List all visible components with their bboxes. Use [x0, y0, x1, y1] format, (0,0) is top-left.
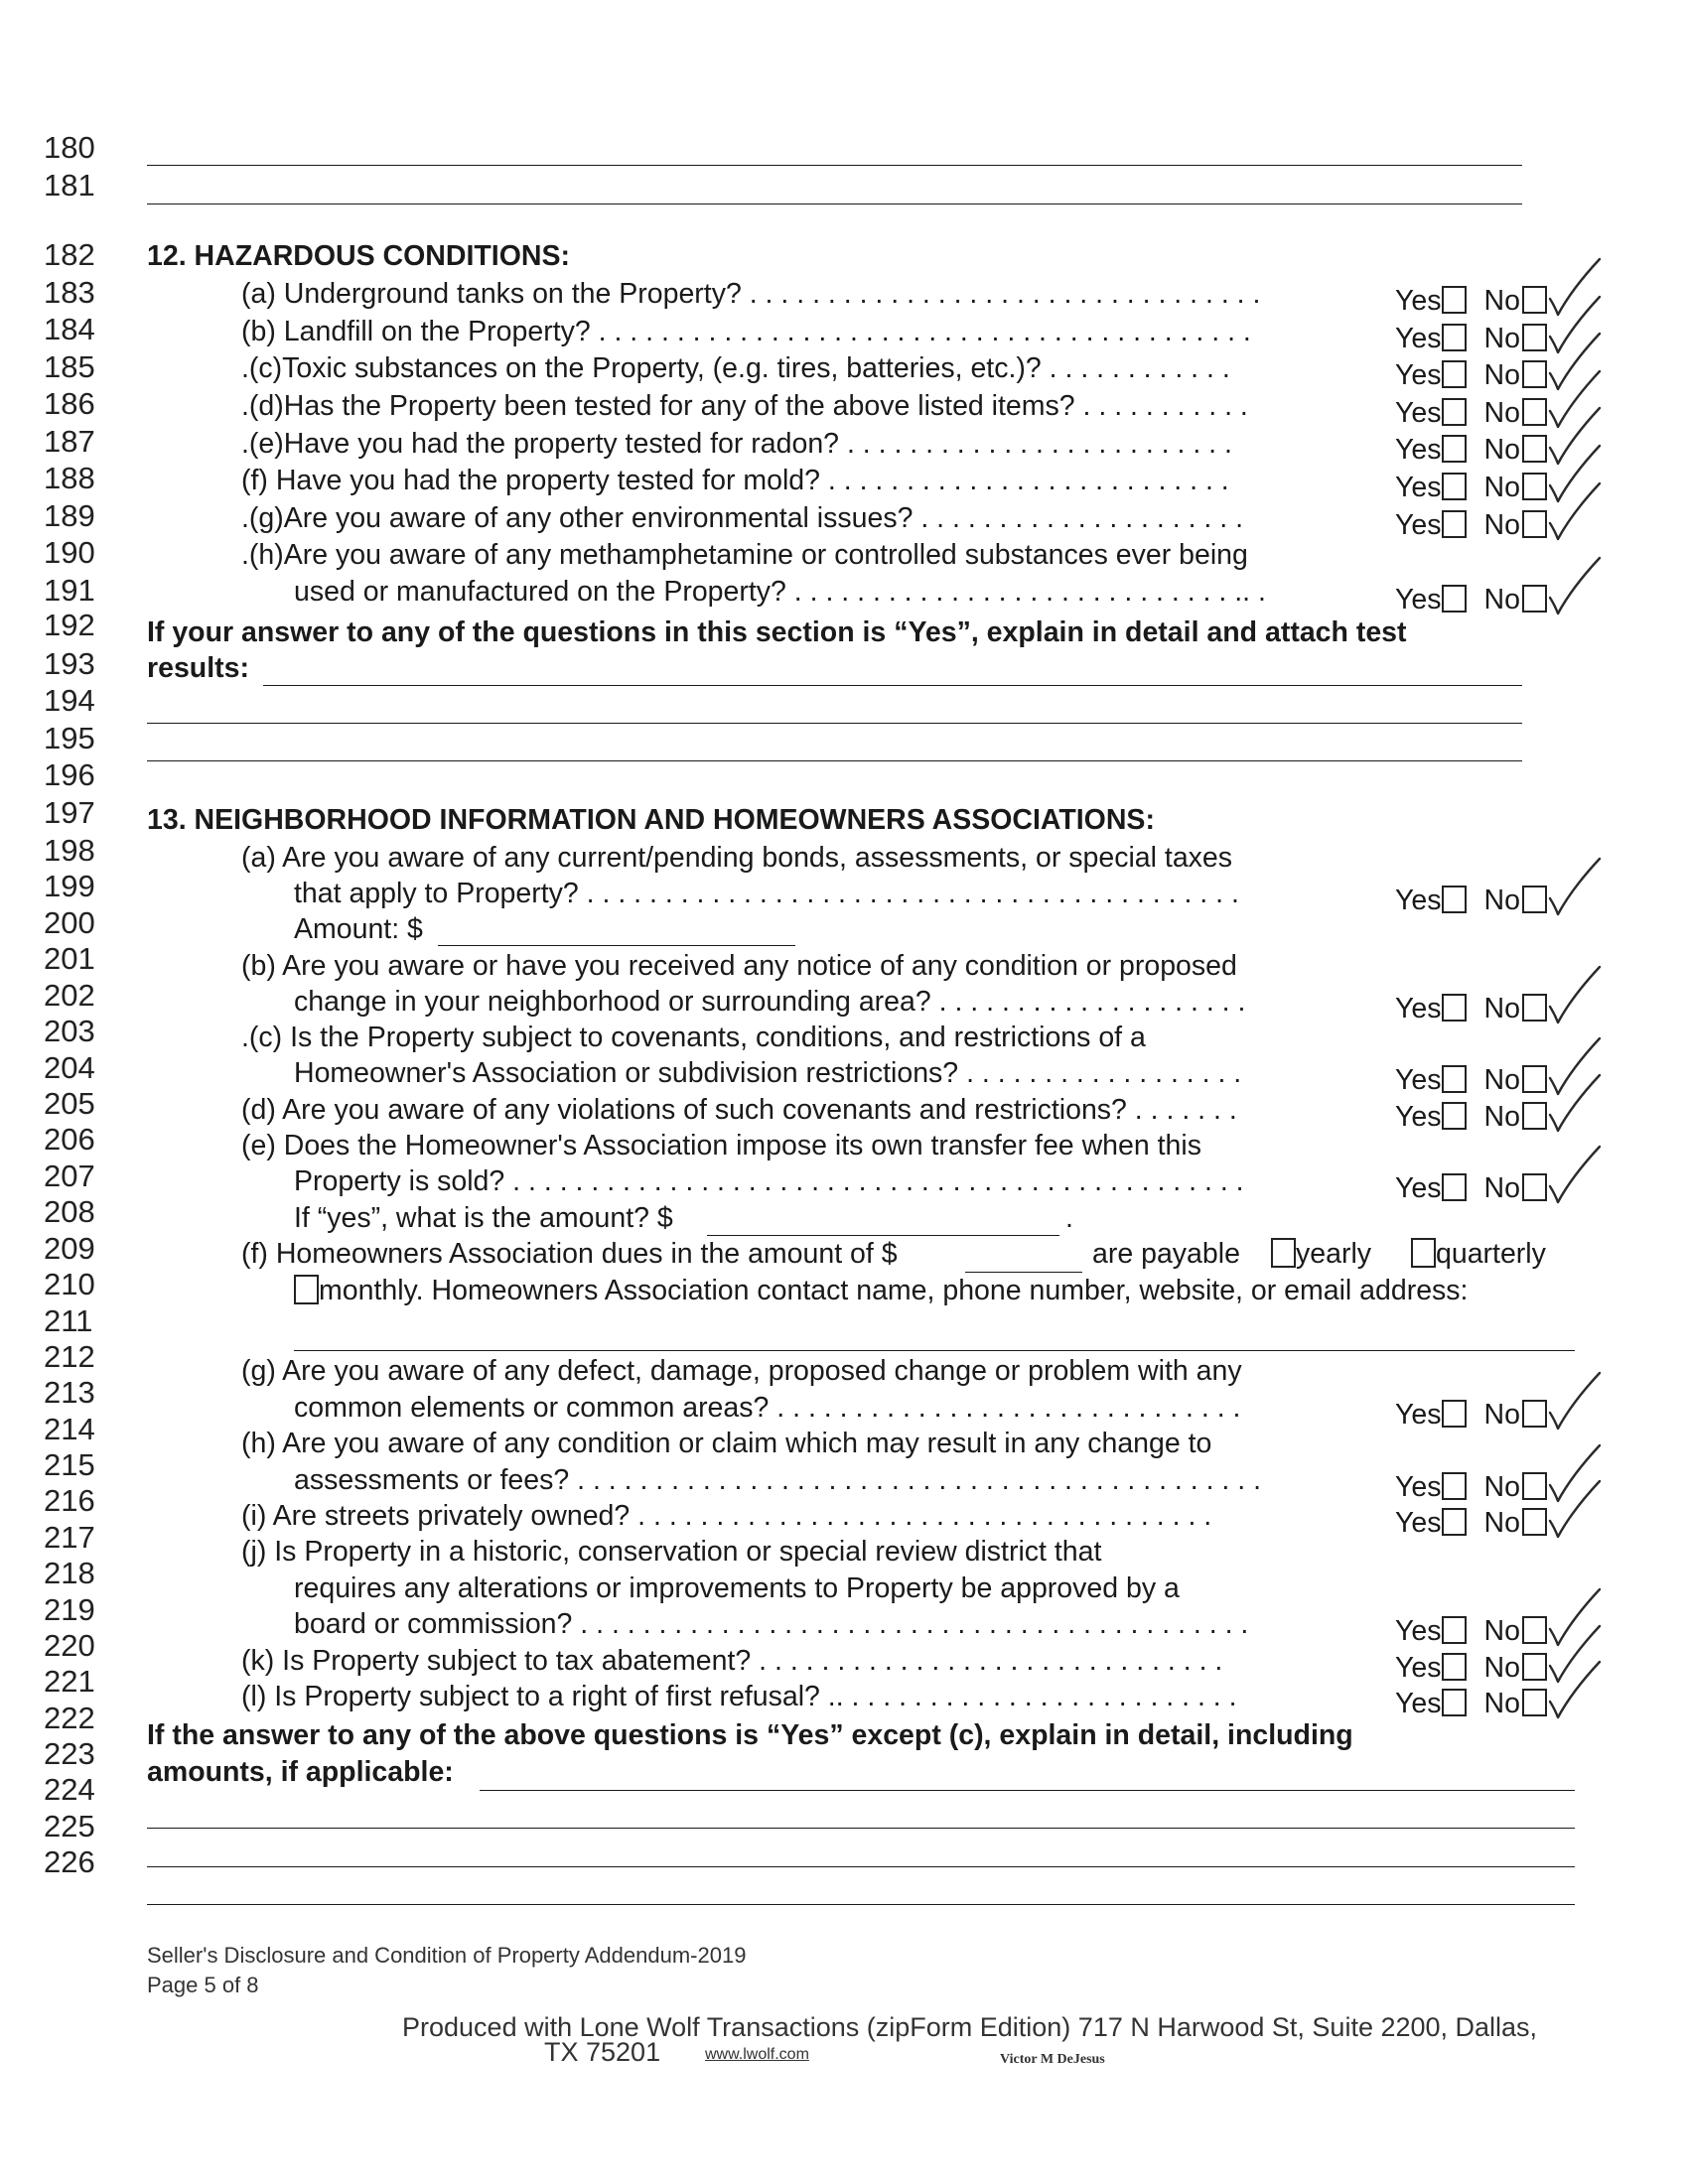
- lone-wolf-website-link[interactable]: www.lwolf.com: [705, 2046, 809, 2063]
- yes-checkbox[interactable]: [1442, 473, 1467, 500]
- question-13k: (k) Is Property subject to tax abatement? . . . . . . . . . . . . . . . . . . . . . . . . . . . . . .: [241, 1645, 1223, 1677]
- line-number: 205: [44, 1086, 95, 1121]
- question-13i: (i) Are streets privately owned? . . . . . . . . . . . . . . . . . . . . . . . . . . . . . . . . . . . . .: [241, 1500, 1212, 1532]
- line-number: 187: [44, 424, 95, 459]
- question-12g: [241, 500, 1243, 536]
- yes-label: Yes: [1395, 993, 1442, 1024]
- line-number: 210: [44, 1267, 95, 1301]
- question-13c: .(c) Is the Property subject to covenants, conditions, and restrictions of a: [241, 1022, 1146, 1053]
- line-number: 181: [44, 168, 95, 203]
- line-number: 217: [44, 1520, 95, 1555]
- question-13g-cont: common elements or common areas? . . . . . . . . . . . . . . . . . . . . . . . . . . . . . .: [294, 1392, 1241, 1424]
- no-label: No: [1483, 1652, 1520, 1684]
- yes-label: Yes: [1395, 1471, 1442, 1503]
- page-number: Page 5 of 8: [147, 1973, 259, 1997]
- question-12b: [241, 314, 1251, 349]
- yes-checkbox[interactable]: [1442, 398, 1467, 426]
- yes-checkbox[interactable]: [1442, 1102, 1467, 1130]
- yes-checkbox[interactable]: [1442, 1472, 1467, 1500]
- question-text: Toxic substances on the Property, (e.g. tires, batteries, etc.)? . . . . . . . . . . . .: [282, 352, 1230, 384]
- line-number: 223: [44, 1736, 95, 1771]
- answer-13d: [1395, 1099, 1547, 1135]
- line-number: 199: [44, 869, 95, 903]
- answer-13c: [1395, 1062, 1547, 1098]
- produced-with-line1: Produced with Lone Wolf Transactions (zipForm Edition) 717 N Harwood St, Suite 2200, Dallas,: [402, 2012, 1538, 2042]
- yes-checkbox[interactable]: [1442, 360, 1467, 388]
- question-letter: (a): [241, 278, 276, 310]
- line-number: 216: [44, 1483, 95, 1518]
- question-13b-cont: change in your neighborhood or surrounding area? . . . . . . . . . . . . . . . . . . . .: [294, 986, 1246, 1018]
- yes-checkbox[interactable]: [1442, 1065, 1467, 1093]
- question-13e-period: .: [1065, 1202, 1073, 1234]
- yes-label: Yes: [1395, 1101, 1442, 1133]
- answer-12a: [1395, 283, 1547, 319]
- answer-13j: [1395, 1613, 1547, 1649]
- no-label: No: [1483, 1101, 1520, 1133]
- question-13e-amount-label: If “yes”, what is the amount? $: [294, 1202, 673, 1234]
- line-number: 196: [44, 757, 95, 792]
- no-label: No: [1483, 1064, 1520, 1096]
- line-number: 192: [44, 608, 95, 642]
- answer-13e: [1395, 1170, 1547, 1206]
- handwritten-check-mark-icon: [1544, 957, 1623, 1036]
- answer-13k: [1395, 1650, 1547, 1686]
- line-number: 222: [44, 1701, 95, 1735]
- line-number: 206: [44, 1122, 95, 1157]
- line-number: 203: [44, 1014, 95, 1048]
- answer-13i: [1395, 1505, 1547, 1541]
- question-text: Are you aware of any other environmental issues? . . . . . . . . . . . . . . . . . . . . .: [283, 502, 1243, 534]
- section-12-explain-line-193[interactable]: [263, 685, 1522, 686]
- section-13-explain-line-223[interactable]: [480, 1790, 1575, 1791]
- no-label: No: [1483, 397, 1520, 429]
- question-13h: (h) Are you aware of any condition or claim which may result in any change to: [241, 1428, 1212, 1459]
- line-number: 219: [44, 1592, 95, 1627]
- line-number: 212: [44, 1339, 95, 1374]
- line-number: 213: [44, 1375, 95, 1410]
- handwritten-check-mark-icon: [1544, 1363, 1623, 1442]
- question-text: Landfill on the Property? . . . . . . . . . . . . . . . . . . . . . . . . . . . . . . . . . . . . . . . . . .: [283, 316, 1251, 347]
- line-number: 184: [44, 312, 95, 346]
- question-13j-cont: requires any alterations or improvements to Property be approved by a: [294, 1572, 1180, 1604]
- answer-13l: [1395, 1686, 1547, 1721]
- quarterly-label: quarterly: [1436, 1238, 1546, 1270]
- yes-label: Yes: [1395, 1652, 1442, 1684]
- section-12-explain-line-195[interactable]: [147, 760, 1522, 761]
- question-13a: (a) Are you aware of any current/pending bonds, assessments, or special taxes: [241, 842, 1233, 874]
- question-13j: (j) Is Property in a historic, conservation or special review district that: [241, 1536, 1102, 1568]
- question-text: Have you had the property tested for radon? . . . . . . . . . . . . . . . . . . . . . . . . .: [283, 428, 1232, 460]
- question-13l: (l) Is Property subject to a right of first refusal? .. . . . . . . . . . . . . . . . . . . . . . . . . .: [241, 1681, 1237, 1712]
- yes-label: Yes: [1395, 1688, 1442, 1719]
- handwritten-check-mark-icon: [1544, 1137, 1623, 1216]
- question-12c: [241, 350, 1230, 386]
- line-number: 204: [44, 1050, 95, 1085]
- question-13f: (f) Homeowners Association dues in the amount of $: [241, 1238, 898, 1270]
- yes-label: Yes: [1395, 359, 1442, 391]
- line-number: 200: [44, 905, 95, 940]
- yes-label: Yes: [1395, 1172, 1442, 1204]
- answer-13g: [1395, 1397, 1547, 1433]
- yes-checkbox[interactable]: [1442, 585, 1467, 613]
- no-label: No: [1483, 472, 1520, 503]
- no-label: No: [1483, 434, 1520, 466]
- answer-12c: [1395, 357, 1547, 393]
- question-13a-amount-label: Amount: $: [294, 913, 423, 945]
- no-label: No: [1483, 993, 1520, 1024]
- question-text: Underground tanks on the Property? . . . . . . . . . . . . . . . . . . . . . . . . . . . . . . . . .: [283, 278, 1261, 310]
- line-number: 207: [44, 1159, 95, 1193]
- blank-line-181[interactable]: [147, 204, 1522, 205]
- answer-13b: [1395, 991, 1547, 1026]
- yearly-label: yearly: [1296, 1238, 1372, 1270]
- question-letter: .(d): [241, 390, 284, 422]
- quarterly-checkbox[interactable]: [1411, 1238, 1436, 1268]
- yes-checkbox[interactable]: [1442, 886, 1467, 913]
- monthly-label: monthly. Homeowners Association contact name, phone number, website, or email address:: [319, 1275, 1469, 1306]
- section-12-results-label: results:: [147, 652, 249, 684]
- question-13a-cont: that apply to Property? . . . . . . . . . . . . . . . . . . . . . . . . . . . . . . . . . . . . . . . . . .: [294, 878, 1239, 909]
- no-label: No: [1483, 323, 1520, 354]
- line-number: 220: [44, 1628, 95, 1663]
- answer-13h: [1395, 1469, 1547, 1505]
- line-number: 202: [44, 978, 95, 1013]
- line-number: 180: [44, 130, 95, 165]
- no-label: No: [1483, 509, 1520, 541]
- line-number: 197: [44, 795, 95, 830]
- answer-12g: [1395, 507, 1547, 543]
- line-number: 218: [44, 1556, 95, 1590]
- yes-label: Yes: [1395, 1399, 1442, 1431]
- no-label: No: [1483, 285, 1520, 317]
- section-12-explain-line-194[interactable]: [147, 723, 1522, 724]
- question-12a: [241, 276, 1260, 312]
- question-13b: (b) Are you aware or have you received any notice of any condition or proposed: [241, 950, 1237, 982]
- yes-checkbox[interactable]: [1442, 994, 1467, 1022]
- no-label: No: [1483, 1615, 1520, 1647]
- question-letter: (b): [241, 316, 276, 347]
- answer-12e: [1395, 432, 1547, 468]
- question-text: Are you aware of any methamphetamine or controlled substances ever being: [283, 539, 1248, 571]
- yes-label: Yes: [1395, 472, 1442, 503]
- no-label: No: [1483, 1688, 1520, 1719]
- yes-checkbox[interactable]: [1442, 1508, 1467, 1536]
- no-label: No: [1483, 1399, 1520, 1431]
- yes-label: Yes: [1395, 285, 1442, 317]
- no-label: No: [1483, 1471, 1520, 1503]
- question-13j-cont2: board or commission? . . . . . . . . . . . . . . . . . . . . . . . . . . . . . . . . . . . . . . . . . . .: [294, 1608, 1249, 1640]
- no-label: No: [1483, 584, 1520, 615]
- yes-checkbox[interactable]: [1442, 1616, 1467, 1644]
- line-number: 225: [44, 1809, 95, 1843]
- question-letter: (f): [241, 465, 268, 496]
- handwritten-check-mark-icon: [1544, 1065, 1623, 1145]
- hoa-dues-payable-label: are payable: [1092, 1238, 1240, 1270]
- yes-label: Yes: [1395, 323, 1442, 354]
- yes-checkbox[interactable]: [1442, 435, 1467, 463]
- question-13c-cont: Homeowner's Association or subdivision restrictions? . . . . . . . . . . . . . . . . . .: [294, 1057, 1242, 1089]
- line-number: 195: [44, 721, 95, 755]
- question-12h: [241, 537, 1248, 573]
- answer-12b: [1395, 321, 1547, 356]
- line-number: 215: [44, 1447, 95, 1482]
- amount-field-13a[interactable]: [438, 945, 795, 946]
- answer-12f: [1395, 470, 1547, 505]
- question-13e-cont: Property is sold? . . . . . . . . . . . . . . . . . . . . . . . . . . . . . . . . . . . . . . . . . . . . . . .: [294, 1165, 1244, 1197]
- line-number: 221: [44, 1664, 95, 1699]
- yes-label: Yes: [1395, 1615, 1442, 1647]
- line-number: 182: [44, 237, 95, 272]
- question-letter: .(c): [241, 352, 283, 384]
- handwritten-check-mark-icon: [1544, 548, 1623, 627]
- handwritten-check-mark-icon: [1544, 1652, 1623, 1731]
- line-number: 194: [44, 683, 95, 718]
- yes-label: Yes: [1395, 584, 1442, 615]
- blank-line-180[interactable]: [147, 165, 1522, 166]
- section-12-explain: If your answer to any of the questions in this section is “Yes”, explain in detail and attach test: [147, 616, 1407, 648]
- section-13-explain-line-224[interactable]: [147, 1828, 1575, 1829]
- section-13-explain: If the answer to any of the above questions is “Yes” except (c), explain in detail, including: [147, 1719, 1353, 1751]
- hoa-quarterly-option[interactable]: [1411, 1236, 1546, 1272]
- yes-checkbox[interactable]: [1442, 510, 1467, 538]
- yes-checkbox[interactable]: [1442, 1173, 1467, 1201]
- question-13g: (g) Are you aware of any defect, damage, proposed change or problem with any: [241, 1355, 1242, 1387]
- question-12e: [241, 426, 1232, 462]
- no-label: No: [1483, 359, 1520, 391]
- yearly-checkbox[interactable]: [1271, 1238, 1296, 1268]
- line-number: 201: [44, 941, 95, 976]
- line-number: 211: [44, 1303, 93, 1338]
- form-title: Seller's Disclosure and Condition of Property Addendum-2019: [147, 1943, 747, 1968]
- section-13-amounts-label: amounts, if applicable:: [147, 1756, 454, 1788]
- question-13h-cont: assessments or fees? . . . . . . . . . . . . . . . . . . . . . . . . . . . . . . . . . . . . . . . . . . . .: [294, 1464, 1262, 1496]
- question-13e: (e) Does the Homeowner's Association impose its own transfer fee when this: [241, 1130, 1201, 1161]
- hoa-monthly-option[interactable]: [294, 1273, 1468, 1308]
- section-13-heading: 13. NEIGHBORHOOD INFORMATION AND HOMEOWNERS ASSOCIATIONS:: [147, 804, 1155, 836]
- yes-label: Yes: [1395, 434, 1442, 466]
- monthly-checkbox[interactable]: [294, 1275, 319, 1304]
- handwritten-check-mark-icon: [1544, 1471, 1623, 1551]
- no-label: No: [1483, 1172, 1520, 1204]
- line-number: 226: [44, 1844, 95, 1879]
- yes-label: Yes: [1395, 509, 1442, 541]
- yes-label: Yes: [1395, 397, 1442, 429]
- yes-label: Yes: [1395, 1507, 1442, 1539]
- section-13-explain-line-226[interactable]: [147, 1904, 1575, 1905]
- hoa-contact-field[interactable]: [294, 1350, 1575, 1351]
- handwritten-check-mark-icon: [1544, 849, 1623, 928]
- question-letter: .(h): [241, 539, 284, 571]
- question-12h-cont: used or manufactured on the Property? . . . . . . . . . . . . . . . . . . . . . . . . . . . . .. .: [294, 576, 1266, 608]
- line-number: 224: [44, 1772, 95, 1807]
- line-number: 191: [44, 573, 95, 608]
- yes-checkbox[interactable]: [1442, 1653, 1467, 1681]
- answer-12h: [1395, 582, 1547, 617]
- line-number: 214: [44, 1412, 95, 1446]
- line-number: 189: [44, 498, 95, 533]
- question-12f: [241, 463, 1229, 498]
- line-number: 188: [44, 461, 95, 495]
- line-number: 193: [44, 646, 95, 681]
- handwritten-check-mark-icon: [1544, 474, 1623, 553]
- question-text: Has the Property been tested for any of the above listed items? . . . . . . . . . . .: [283, 390, 1248, 422]
- question-letter: .(g): [241, 502, 284, 534]
- yes-label: Yes: [1395, 885, 1442, 916]
- yes-checkbox[interactable]: [1442, 286, 1467, 314]
- yes-checkbox[interactable]: [1442, 1689, 1467, 1716]
- answer-13a: [1395, 883, 1547, 918]
- line-number: 186: [44, 386, 95, 421]
- no-label: No: [1483, 1507, 1520, 1539]
- yes-checkbox[interactable]: [1442, 1400, 1467, 1428]
- yes-checkbox[interactable]: [1442, 324, 1467, 351]
- line-number: 185: [44, 349, 95, 384]
- line-number: 183: [44, 275, 95, 310]
- question-letter: .(e): [241, 428, 284, 460]
- section-12-heading: 12. HAZARDOUS CONDITIONS:: [147, 240, 570, 272]
- line-number: 198: [44, 833, 95, 868]
- line-number: 209: [44, 1231, 95, 1266]
- line-number: 190: [44, 535, 95, 570]
- line-number: 208: [44, 1194, 95, 1229]
- hoa-yearly-option[interactable]: [1271, 1236, 1371, 1272]
- answer-12d: [1395, 395, 1547, 431]
- yes-label: Yes: [1395, 1064, 1442, 1096]
- produced-with-line2: TX 75201: [544, 2037, 661, 2067]
- question-text: Have you had the property tested for mold? . . . . . . . . . . . . . . . . . . . . . . . . . .: [275, 465, 1229, 496]
- section-13-explain-line-225[interactable]: [147, 1866, 1575, 1867]
- no-label: No: [1483, 885, 1520, 916]
- agent-name: Victor M DeJesus: [1000, 2052, 1105, 2067]
- question-12d: [241, 388, 1248, 424]
- question-13d: (d) Are you aware of any violations of such covenants and restrictions? . . . . . . .: [241, 1094, 1237, 1126]
